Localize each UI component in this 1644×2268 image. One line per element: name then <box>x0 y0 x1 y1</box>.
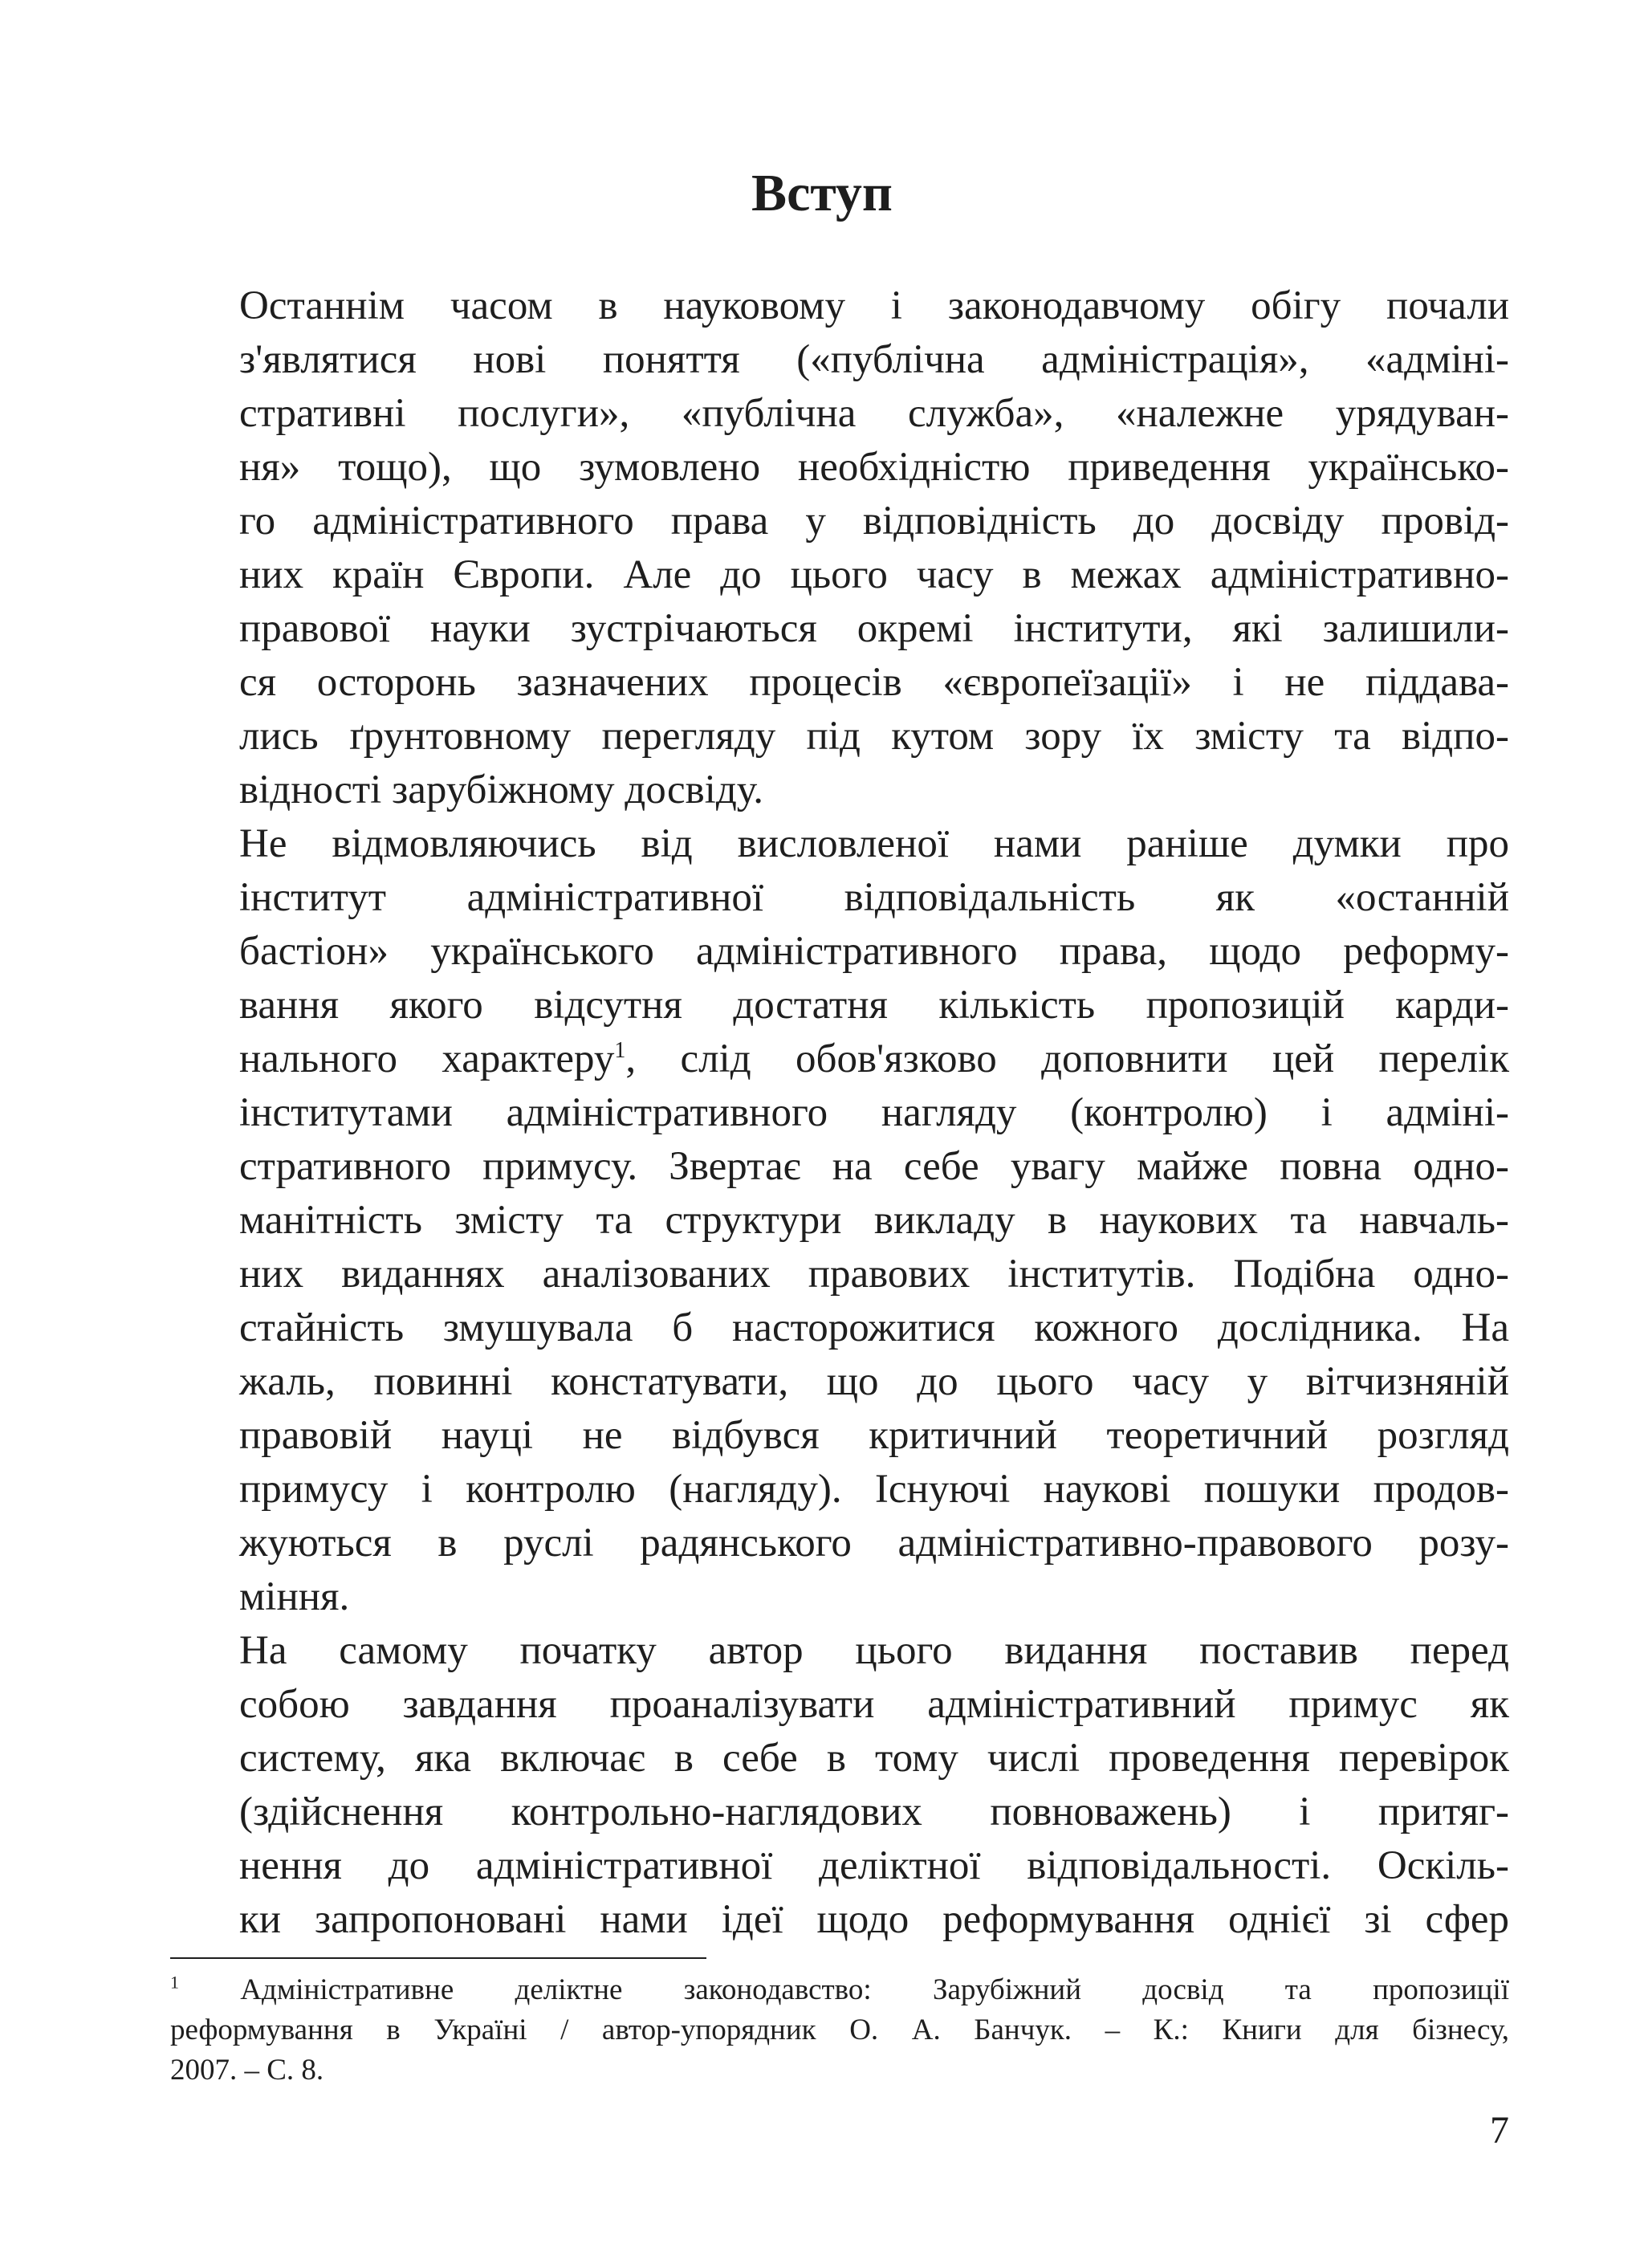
text-line: лись ґрунтовному перегляду під кутом зору їх змісту та відпо- <box>239 714 1509 759</box>
footnote-line: 2007. – С. 8. <box>170 2054 324 2087</box>
text-line: ня» тощо), що зумовлено необхідністю приведення українсько- <box>239 445 1509 490</box>
footnote-divider <box>170 1957 706 1959</box>
footnote-reference[interactable]: 1 <box>614 1038 626 1063</box>
text-line: інститут адміністративної відповідальність як «останній <box>239 875 1509 920</box>
page-number: 7 <box>1490 2109 1509 2152</box>
footnote-mark: 1 <box>170 1972 179 1993</box>
text-line: правової науки зустрічаються окремі інститути, які залишили- <box>239 606 1509 651</box>
text-line: них виданнях аналізованих правових інститутів. Подібна одно- <box>239 1252 1509 1297</box>
text-line: манітність змісту та структури викладу в наукових та навчаль- <box>239 1198 1509 1243</box>
text-line-with-footnote <box>170 1032 1509 1086</box>
text-line: Останнім часом в науковому і законодавчому обігу почали <box>239 283 1509 328</box>
text-line: бастіон» українського адміністративного права, щодо реформу- <box>239 929 1509 974</box>
paragraph-2 <box>170 817 1509 1624</box>
text-line: го адміністративного права у відповідність до досвіду провід- <box>239 499 1509 544</box>
text-line: стайність змушувала б насторожитися кожного дослідника. На <box>239 1305 1509 1350</box>
text-line: інститутами адміністративного нагляду (контролю) і адміні- <box>239 1090 1509 1135</box>
footnote <box>170 1970 1509 2091</box>
text-line: з'являтися нові поняття («публічна адміністрація», «адміні- <box>239 337 1509 382</box>
text-line: стративні послуги», «публічна служба», «належне урядуван- <box>239 391 1509 436</box>
text-line: На самому початку автор цього видання поставив перед <box>239 1628 1509 1673</box>
text-line: нення до адміністративної деліктної відповідальності. Оскіль- <box>239 1843 1509 1888</box>
text-line: Не відмовляючись від висловленої нами раніше думки про <box>239 821 1509 866</box>
text-line: жаль, повинні констатувати, що до цього часу у вітчизняній <box>239 1359 1509 1404</box>
text-segment: Адміністративне деліктне законодавство: Зарубіжний досвід та пропозиції <box>179 1973 1509 2006</box>
text-line: стративного примусу. Звертає на себе увагу майже повна одно- <box>239 1144 1509 1189</box>
text-line: правовій науці не відбувся критичний теоретичний розгляд <box>239 1413 1509 1458</box>
text-line: відності зарубіжному досвіду. <box>239 768 763 812</box>
chapter-title: Вступ <box>751 164 893 222</box>
paragraph-1 <box>170 279 1509 817</box>
footnote-line: реформування в Україні / автор-упорядник О. А. Банчук. – К.: Книги для бізнесу, <box>170 2014 1509 2046</box>
body-text <box>170 279 1509 1947</box>
text-segment: , слід обов'язково доповнити цей перелік <box>625 1036 1509 1081</box>
text-line: систему, яка включає в себе в тому числі проведення перевірок <box>239 1736 1509 1781</box>
text-line: собою завдання проаналізувати адміністративний примус як <box>239 1682 1509 1727</box>
footnote-line <box>170 1970 1509 2010</box>
paragraph-3 <box>170 1624 1509 1947</box>
text-segment: нального характеру <box>239 1036 615 1081</box>
text-line: вання якого відсутня достатня кількість пропозицій карди- <box>239 983 1509 1028</box>
text-line: ся осторонь зазначених процесів «європеїзації» і не піддава- <box>239 660 1509 705</box>
text-line: міння. <box>239 1574 350 1619</box>
text-line: примусу і контролю (нагляду). Існуючі наукові пошуки продов- <box>239 1467 1509 1512</box>
text-line: них країн Європи. Але до цього часу в межах адміністративно- <box>239 552 1509 597</box>
text-line: (здійснення контрольно-наглядових повноважень) і притяг- <box>239 1790 1509 1834</box>
text-line: ки запропоновані нами ідеї щодо реформування однієї зі сфер <box>239 1897 1509 1942</box>
text-line: жуються в руслі радянського адміністративно-правового розу- <box>239 1521 1509 1566</box>
